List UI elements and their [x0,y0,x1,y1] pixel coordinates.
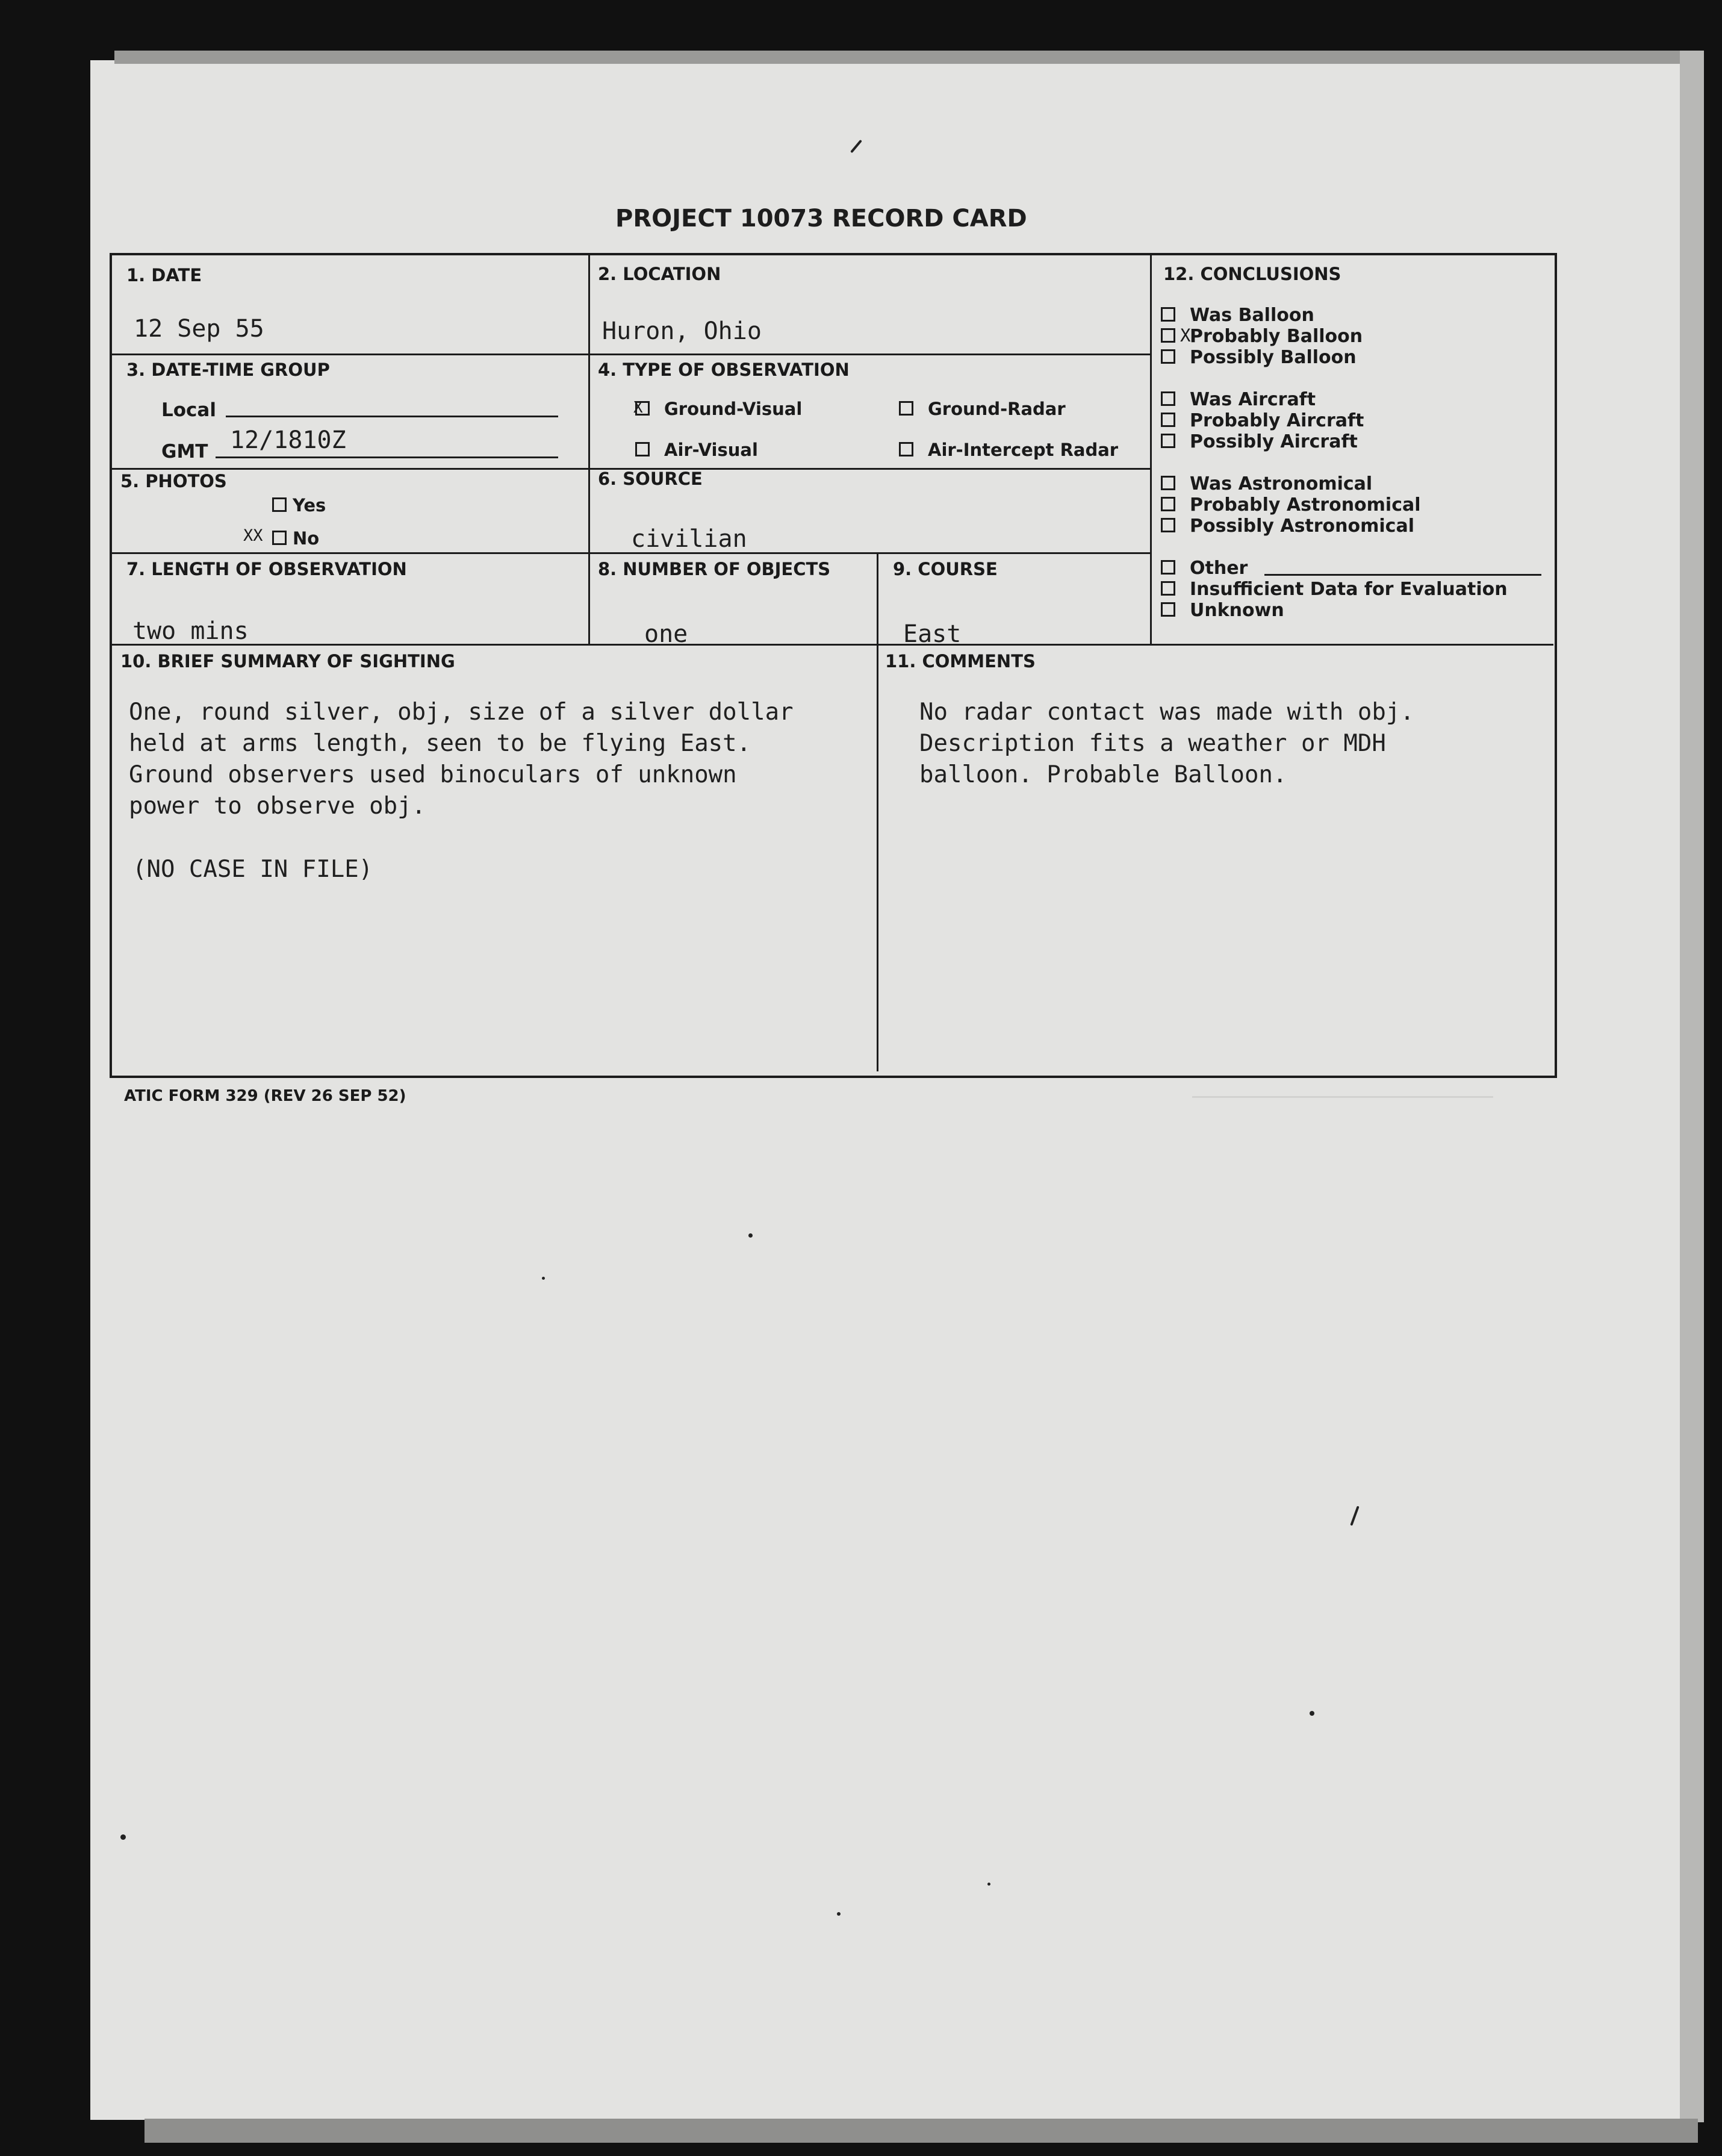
source-label: 6. SOURCE [598,469,703,489]
conclusion-label: Probably Aircraft [1190,410,1364,431]
conclusion-probably-balloon[interactable] [1161,326,1363,347]
photo-edge-top [114,51,1692,64]
summary-label: 10. BRIEF SUMMARY OF SIGHTING [120,651,455,671]
speck [120,1834,126,1840]
conclusion-label: Was Astronomical [1190,473,1373,494]
length-value: two mins [132,617,249,645]
conclusion-insufficient-data[interactable] [1161,579,1508,600]
comments-line: No radar contact was made with obj. [919,699,1414,726]
conclusion-label: Probably Astronomical [1190,494,1421,516]
checkbox-icon [272,531,287,545]
photos-no-check-mark: XX [243,526,263,545]
conclusion-possibly-aircraft[interactable] [1161,431,1358,452]
comments-line: Description fits a weather or MDH [919,730,1386,757]
option-photos-yes-label: Yes [293,495,326,516]
checkbox-icon [1161,560,1175,575]
date-label: 1. DATE [126,265,202,285]
checkbox-icon [1161,328,1175,343]
option-ground-radar[interactable] [899,399,1066,419]
location-label: 2. LOCATION [598,264,721,284]
comments-line: balloon. Probable Balloon. [919,761,1287,788]
rule-row1 [111,354,1151,355]
summary-line: power to observe obj. [129,793,426,820]
conclusion-label: Possibly Balloon [1190,347,1357,368]
local-underline [226,416,558,417]
conclusion-was-astronomical[interactable] [1161,473,1372,494]
checkbox-icon [1161,307,1175,322]
conclusion-label: Was Balloon [1190,305,1314,326]
length-label: 7. LENGTH OF OBSERVATION [126,559,407,579]
observation-type-label: 4. TYPE OF OBSERVATION [598,360,850,380]
objects-label: 8. NUMBER OF OBJECTS [598,559,831,579]
speck [837,1912,841,1916]
date-value: 12 Sep 55 [134,315,264,343]
checkbox-icon [899,442,913,456]
source-value: civilian [631,525,747,553]
option-ground-radar-label: Ground-Radar [928,399,1066,419]
option-air-visual[interactable] [635,440,758,460]
conclusion-label: Possibly Astronomical [1190,516,1414,537]
card-title: PROJECT 10073 RECORD CARD [615,205,1027,232]
checkbox-icon [1161,476,1175,490]
course-value: East [903,620,962,648]
conclusion-probably-astronomical[interactable] [1161,494,1421,516]
option-photos-yes[interactable] [272,495,326,516]
option-air-visual-label: Air-Visual [664,440,758,460]
date-time-group-label: 3. DATE-TIME GROUP [126,360,330,380]
checkbox-icon [635,442,650,456]
comments-label: 11. COMMENTS [885,651,1036,671]
checkbox-icon [1161,518,1175,532]
photo-edge-bottom [145,2119,1698,2143]
probably-balloon-check-mark: X [1180,325,1191,346]
photo-edge-right [1680,51,1704,2122]
course-label: 9. COURSE [893,559,998,579]
conclusion-possibly-balloon[interactable] [1161,347,1357,368]
gmt-value: 12/1810Z [230,426,346,454]
option-air-intercept-radar[interactable] [899,440,1118,460]
speck [542,1277,545,1280]
rule-col-conclusions [1150,254,1152,645]
other-underline [1264,574,1541,576]
local-label: Local [161,399,216,421]
rule-col1 [588,254,590,645]
conclusion-label: Other [1190,558,1248,579]
option-photos-no-label: No [293,528,320,549]
gmt-underline [216,456,558,458]
conclusion-label: Insufficient Data for Evaluation [1190,579,1508,600]
checkbox-icon [1161,581,1175,596]
conclusion-label: Was Aircraft [1190,389,1316,410]
conclusion-possibly-astronomical[interactable] [1161,516,1414,537]
checkbox-icon [1161,413,1175,427]
checkbox-icon [1161,391,1175,406]
speck [748,1233,753,1238]
checkbox-icon [1161,349,1175,364]
gmt-label: GMT [161,441,208,463]
speck [987,1883,990,1886]
conclusion-label: Unknown [1190,600,1284,621]
conclusion-unknown[interactable] [1161,600,1284,621]
conclusion-label: Probably Balloon [1190,326,1363,347]
option-ground-visual-label: Ground-Visual [664,399,803,419]
conclusion-probably-aircraft[interactable] [1161,410,1364,431]
summary-note: (NO CASE IN FILE) [132,856,373,883]
option-ground-visual[interactable] [635,399,802,419]
objects-value: one [644,620,688,648]
summary-line: One, round silver, obj, size of a silver dollar [129,699,794,726]
checkbox-icon [1161,497,1175,511]
conclusion-label: Possibly Aircraft [1190,431,1358,452]
location-value: Huron, Ohio [602,317,762,345]
checkbox-icon [1161,602,1175,617]
rule-col-course [877,552,878,1071]
checkbox-icon [272,497,287,512]
checkbox-icon [899,401,913,416]
conclusion-was-balloon[interactable] [1161,305,1314,326]
conclusion-was-aircraft[interactable] [1161,389,1316,410]
conclusion-other[interactable] [1161,558,1248,579]
option-photos-no[interactable] [272,528,319,549]
option-air-intercept-radar-label: Air-Intercept Radar [928,440,1119,460]
ground-visual-check-mark: X [633,399,643,417]
photos-label: 5. PHOTOS [120,471,227,491]
speck [1310,1711,1314,1716]
summary-line: held at arms length, seen to be flying East. [129,730,751,757]
checkbox-icon [1161,434,1175,448]
summary-line: Ground observers used binoculars of unknown [129,761,737,788]
form-id: ATIC FORM 329 (REV 26 SEP 52) [124,1087,406,1105]
rule-row4 [111,644,1553,646]
conclusions-label: 12. CONCLUSIONS [1163,264,1341,284]
